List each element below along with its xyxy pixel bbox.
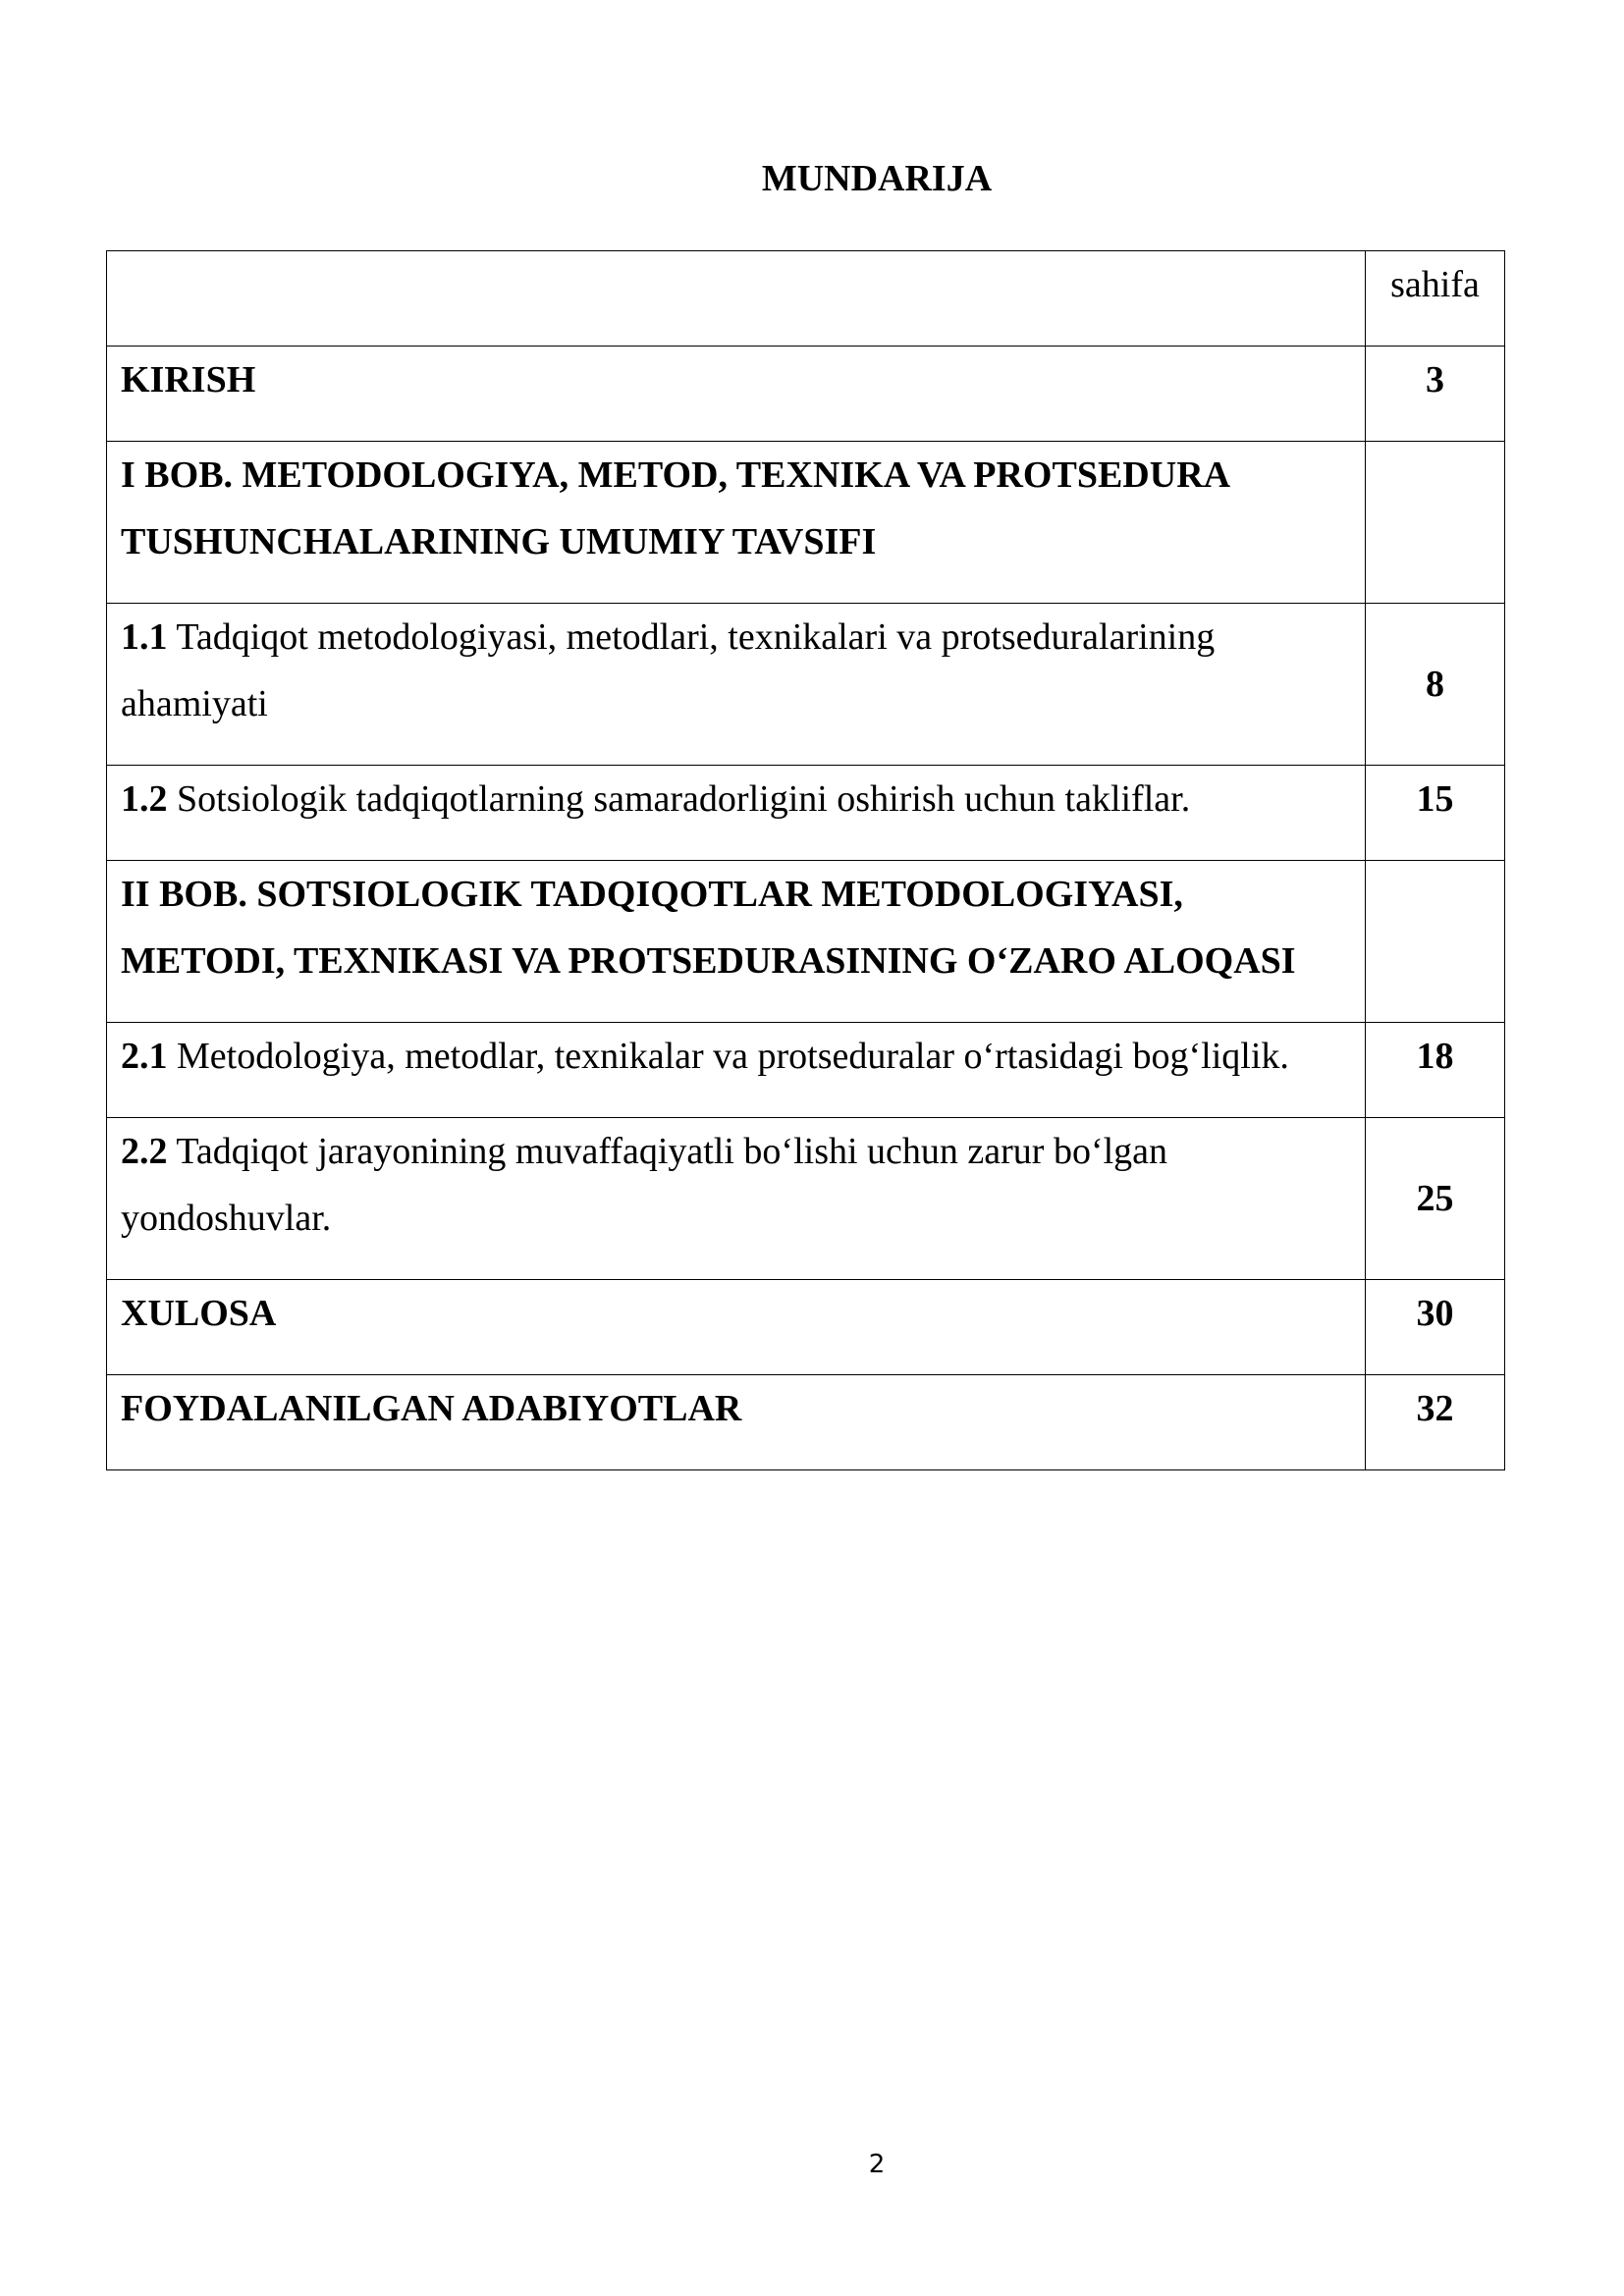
toc-section-cell — [107, 766, 1366, 861]
toc-row-section-2-1 — [107, 1023, 1505, 1118]
toc-section-label: Tadqiqot metodologiyasi, metodlari, texnikalari va protseduralarining ahamiyati — [121, 616, 1216, 724]
toc-section-number: 1.2 — [121, 778, 168, 820]
toc-row-section-2-2 — [107, 1118, 1505, 1280]
toc-section-cell — [107, 604, 1366, 766]
toc-section-label: Sotsiologik tadqiqotlarning samaradorligini oshirish uchun takliflar. — [167, 778, 1191, 820]
table-of-contents — [106, 250, 1505, 1470]
document-title: MUNDARIJA — [761, 158, 993, 199]
toc-chapter-label: I BOB. METODOLOGIYA, METOD, TEXNIKA VA PROTSEDURA TUSHUNCHALARINING UMUMIY TAVSIFI — [107, 442, 1366, 604]
toc-section-number: 2.2 — [121, 1131, 168, 1172]
toc-chapter-label: II BOB. SOTSIOLOGIK TADQIQOTLAR METODOLOGIYASI, METODI, TEXNIKASI VA PROTSEDURASINING O‘ZARO ALOQASI — [107, 861, 1366, 1023]
toc-entry-label: KIRISH — [107, 347, 1366, 442]
toc-row-introduction — [107, 347, 1505, 442]
toc-row-section-1-1 — [107, 604, 1505, 766]
toc-section-cell — [107, 1023, 1366, 1118]
toc-row-conclusion — [107, 1280, 1505, 1375]
toc-entry-page: 25 — [1366, 1118, 1505, 1280]
toc-section-cell — [107, 1118, 1366, 1280]
page-number: 2 — [868, 2150, 886, 2179]
toc-entry-page: 18 — [1366, 1023, 1505, 1118]
toc-entry-page — [1366, 861, 1505, 1023]
toc-entry-page: 8 — [1366, 604, 1505, 766]
toc-entry-page: 32 — [1366, 1375, 1505, 1470]
toc-entry-page: 15 — [1366, 766, 1505, 861]
toc-row-references — [107, 1375, 1505, 1470]
toc-header-row — [107, 251, 1505, 347]
toc-entry-label: XULOSA — [107, 1280, 1366, 1375]
toc-section-label: Tadqiqot jarayonining muvaffaqiyatli bo‘lishi uchun zarur bo‘lgan yondoshuvlar. — [121, 1131, 1168, 1239]
toc-entry-page: 3 — [1366, 347, 1505, 442]
toc-row-chapter-2 — [107, 861, 1505, 1023]
toc-entry-label: FOYDALANILGAN ADABIYOTLAR — [107, 1375, 1366, 1470]
toc-section-label: Metodologiya, metodlar, texnikalar va protseduralar o‘rtasidagi bog‘liqlik. — [167, 1036, 1289, 1077]
toc-header-empty-cell — [107, 251, 1366, 347]
toc-section-number: 1.1 — [121, 616, 168, 658]
toc-entry-page: 30 — [1366, 1280, 1505, 1375]
page-column-header: sahifa — [1366, 251, 1505, 347]
toc-row-section-1-2 — [107, 766, 1505, 861]
toc-row-chapter-1 — [107, 442, 1505, 604]
toc-section-number: 2.1 — [121, 1036, 168, 1077]
toc-entry-page — [1366, 442, 1505, 604]
